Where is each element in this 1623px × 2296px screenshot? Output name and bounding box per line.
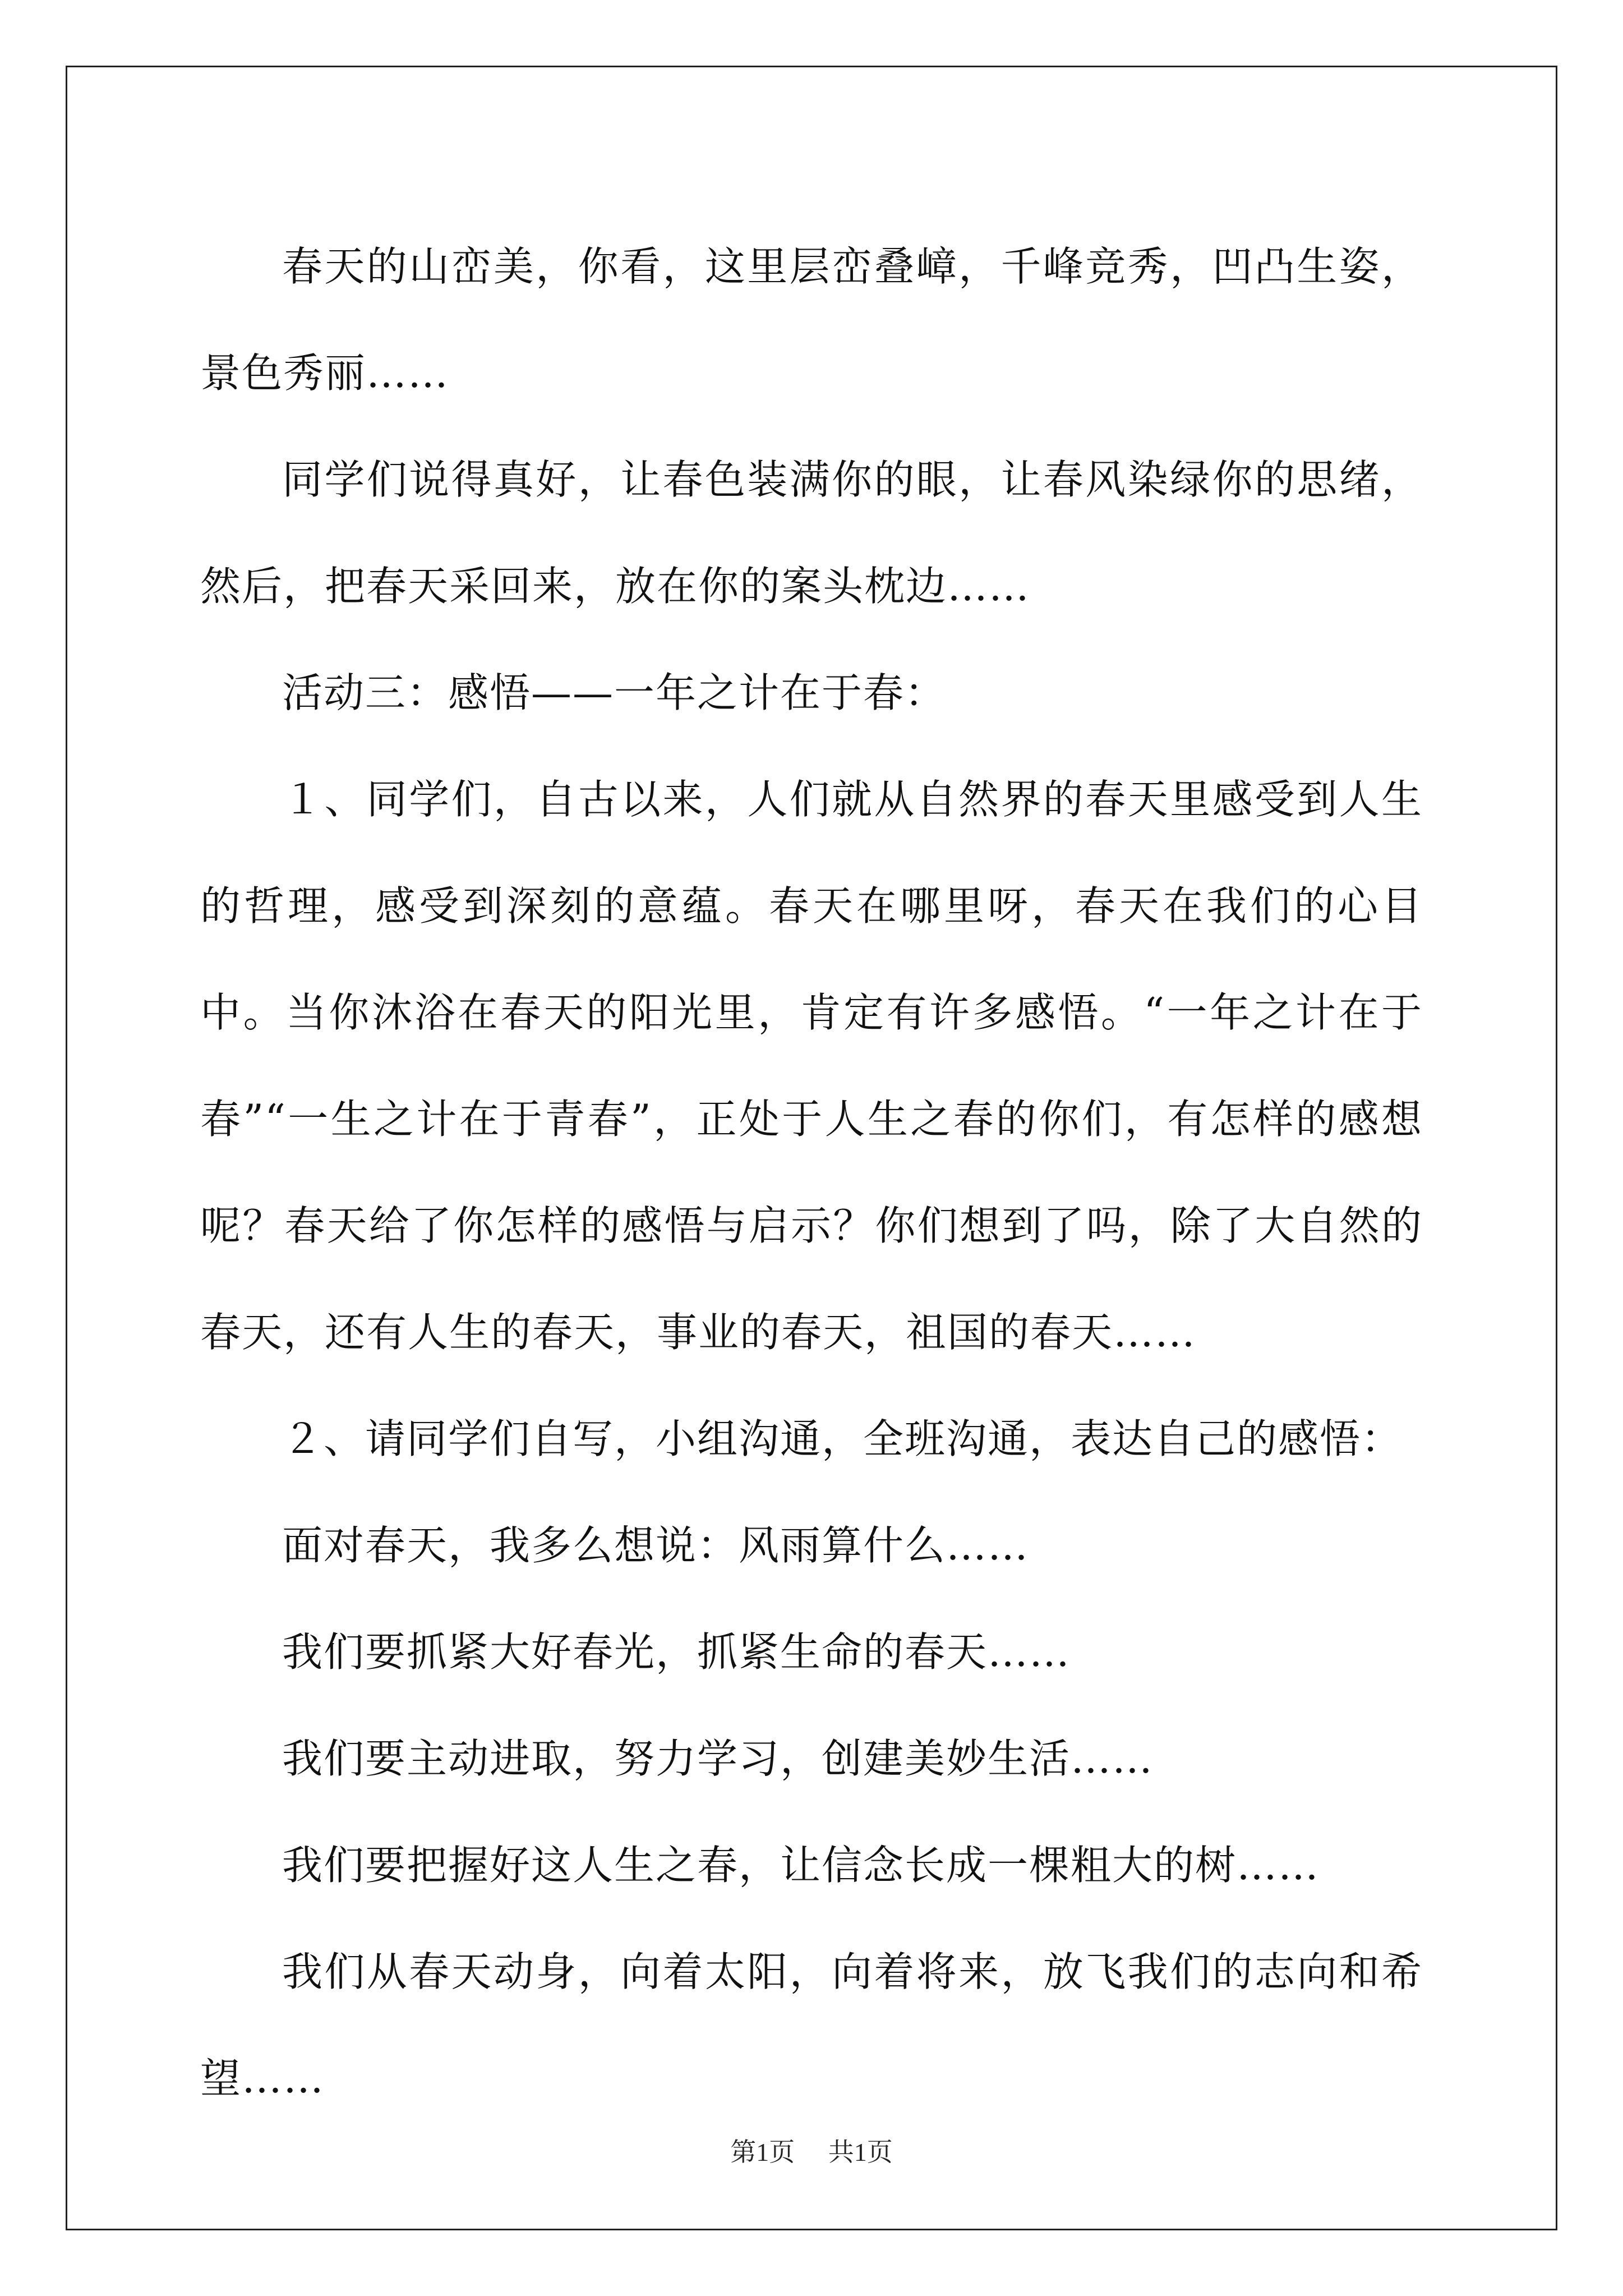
paragraph: 春天的山峦美，你看，这里层峦叠嶂，千峰竞秀，凹凸生姿，景色秀丽…… <box>200 243 1423 397</box>
paragraph: 我们从春天动身，向着太阳，向着将来，放飞我们的志向和希望…… <box>200 1948 1423 2102</box>
paragraph: １、同学们，自古以来，人们就从自然界的春天里感受到人生的哲理，感受到深刻的意蕴。春天在哪里呀，春天在我们的心目中。当你沐浴在春天的阳光里，肯定有许多感悟。“一年之计在于春”“一生之计在于青春”，正处于人生之春的你们，有怎样的感想呢？春天给了你怎样的感悟与启示？你们想到了吗，除了大自然的春天，还有人生的春天，事业的春天，祖国的春天…… <box>200 776 1423 1356</box>
paragraph: 我们要主动进取，努力学习，创建美妙生活…… <box>282 1735 1154 1782</box>
paragraph: ２、请同学们自写，小组沟通，全班沟通，表达自己的感悟： <box>282 1415 1403 1462</box>
page-number: 第1页 <box>730 2138 795 2166</box>
document-body <box>200 213 1423 2132</box>
paragraph: 面对春天，我多么想说：风雨算什么…… <box>282 1522 1030 1569</box>
paragraph: 活动三：感悟——一年之计在于春： <box>282 669 947 716</box>
paragraph: 我们要把握好这人生之春，让信念长成一棵粗大的树…… <box>282 1842 1320 1889</box>
paragraph: 同学们说得真好，让春色装满你的眼，让春风染绿你的思绪，然后，把春天采回来，放在你的案头枕边…… <box>200 456 1423 610</box>
page-footer <box>0 2132 1623 2169</box>
page-total: 共1页 <box>828 2138 893 2166</box>
paragraph: 我们要抓紧大好春光，抓紧生命的春天…… <box>282 1628 1071 1676</box>
